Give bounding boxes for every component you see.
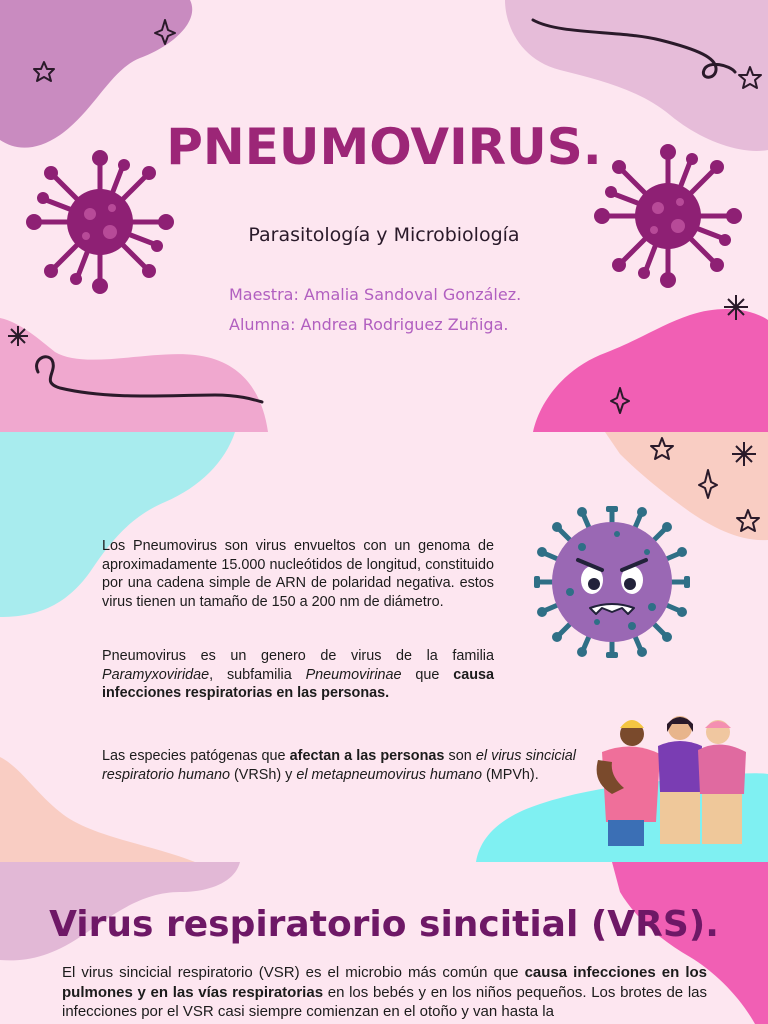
content-slide-vrs <box>0 862 768 1024</box>
paragraph-species: Las especies patógenas que afectan a las personas son el virus sincicial respiratorio humano (VRSh) y el metapneumovirus humano (MPVh). <box>102 748 576 783</box>
sparkle-icon <box>8 326 28 346</box>
people-illustration <box>597 716 746 846</box>
teacher-name: Maestra: Amalia Sandoval González. <box>229 285 522 304</box>
blob-bottom-left <box>0 318 268 432</box>
blob-bottom-right <box>533 309 768 432</box>
subtitle: Parasitología y Microbiología <box>248 224 520 246</box>
paragraph-classification: Pneumovirus es un genero de virus de la familia Paramyxoviridae, subfamilia Pneumovirinae que causa infecciones respiratorias en las personas. <box>102 648 494 701</box>
title-slide <box>0 0 768 432</box>
main-title: PNEUMOVIRUS. <box>166 118 602 176</box>
student-name: Alumna: Andrea Rodriguez Zuñiga. <box>229 315 509 334</box>
content-slide-pneumovirus <box>0 432 768 862</box>
slide1-decoration <box>0 0 768 432</box>
section-title: Virus respiratorio sincitial (VRS). <box>49 904 719 945</box>
paragraph-vrs: El virus sincicial respiratorio (VSR) es el microbio más común que causa infecciones en los pulmones y en las vías respiratorias en los bebés y en los niños pequeños. Los brotes de las infecciones por el VSR casi siempre comienzan en el otoño y van hasta la <box>62 964 707 1020</box>
paragraph-description: Los Pneumovirus son virus envueltos con un genoma de aproximadamente 15.000 nucleótidos de longitud, constituido por una cadena simple de ARN de polaridad negativa. estos virus tienen un tamaño de 150 a 200 nm de diámetro. <box>102 538 494 610</box>
angry-virus-icon <box>534 506 690 658</box>
